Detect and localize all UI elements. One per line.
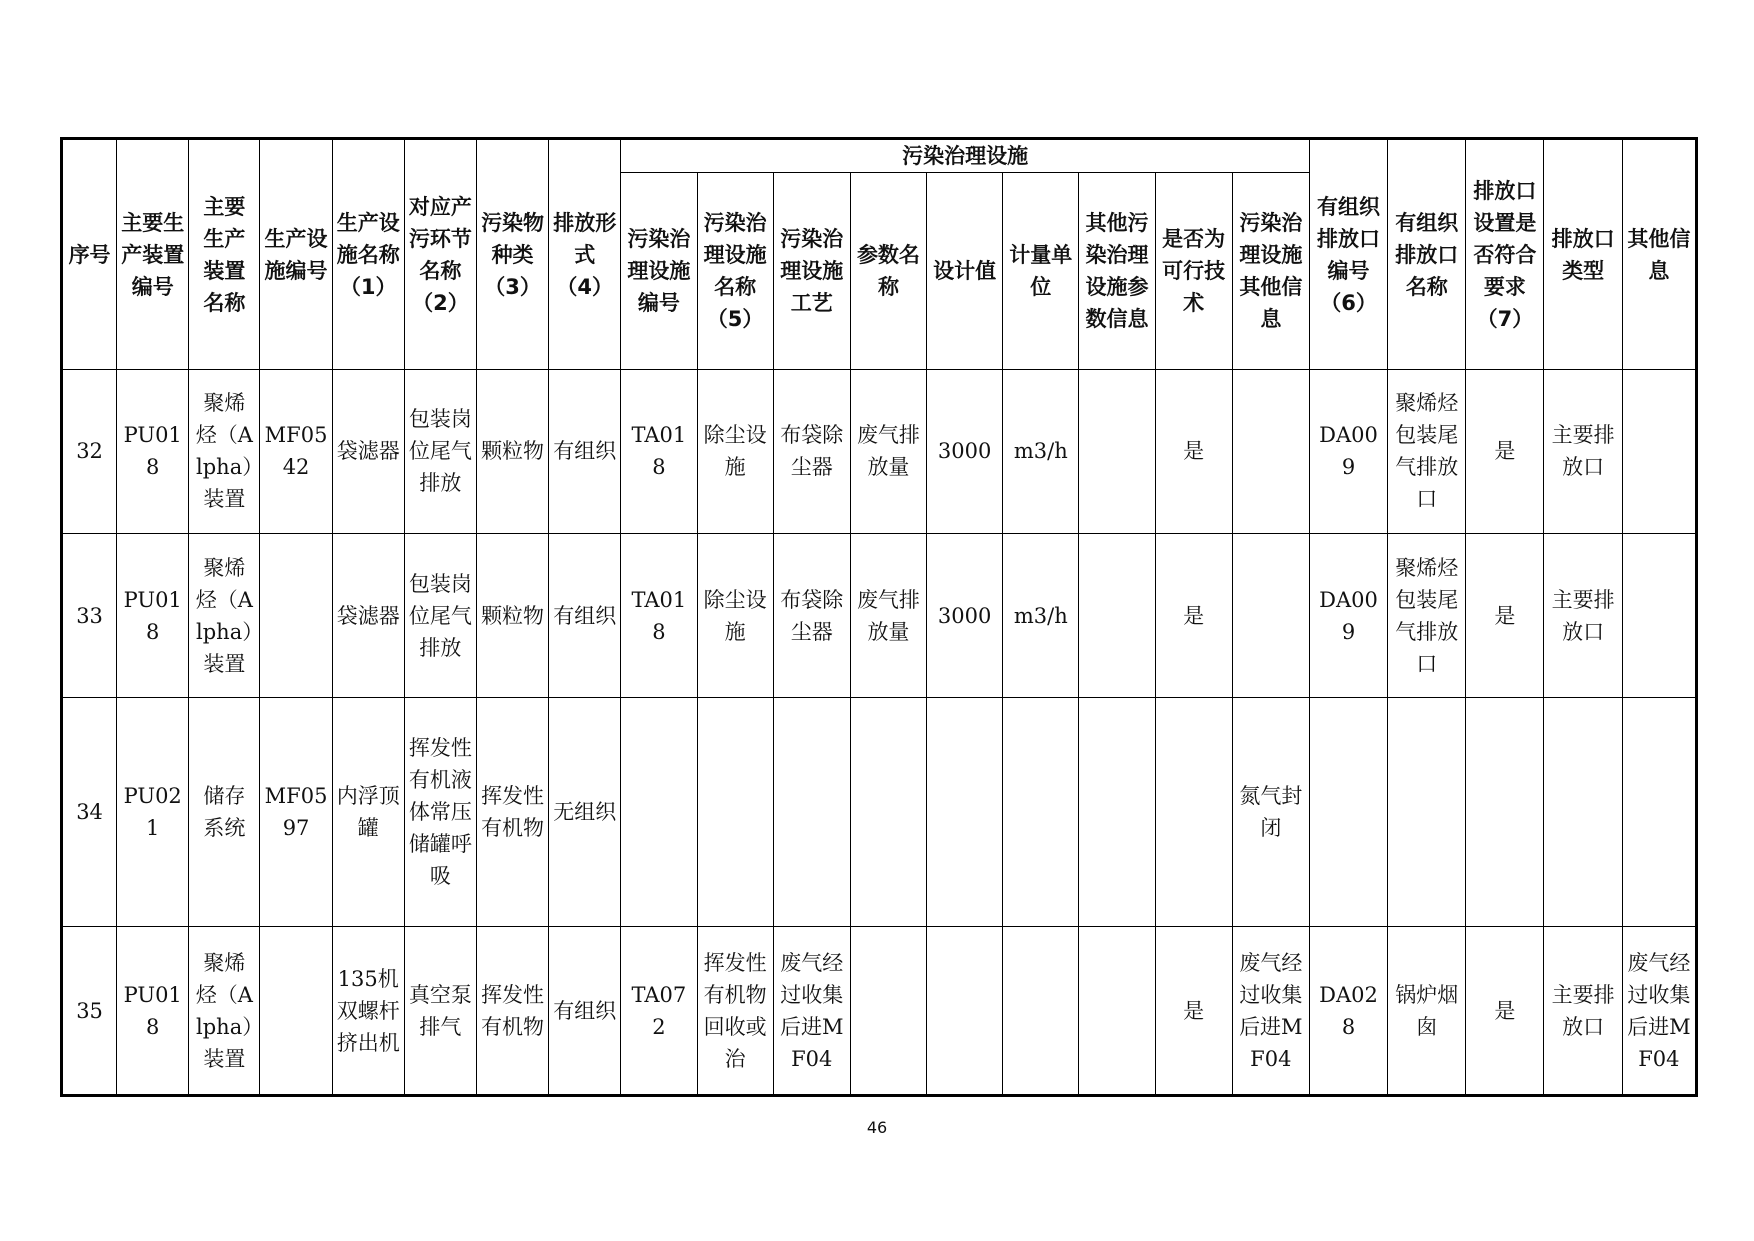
cell-emission-form: 有组织 <box>549 370 621 534</box>
cell-unit-name: 储存系统 <box>189 698 260 927</box>
cell-pollutant: 挥发性有机物 <box>476 927 548 1096</box>
cell-process: 包装岗位尾气排放 <box>404 533 476 698</box>
cell-ctrl-name: 挥发性有机物回收或治 <box>697 927 773 1096</box>
cell-facility-name: 袋滤器 <box>332 533 404 698</box>
cell-other-info <box>1622 533 1696 698</box>
cell-ctrl-process: 布袋除尘器 <box>773 533 850 698</box>
page-number: 46 <box>866 1118 888 1137</box>
cell-param-name <box>850 698 926 927</box>
cell-unit-code: PU018 <box>117 533 189 698</box>
header-ctrl-other: 污染治理设施其他信息 <box>1232 173 1309 370</box>
header-outlet-compliant: 排放口设置是否符合要求（7） <box>1466 139 1544 370</box>
cell-ctrl-code <box>621 698 697 927</box>
cell-pollutant: 挥发性有机物 <box>476 698 548 927</box>
cell-outlet-type <box>1544 698 1622 927</box>
cell-unit-code: PU018 <box>117 927 189 1096</box>
cell-process: 真空泵排气 <box>404 927 476 1096</box>
cell-facility-code: MF0542 <box>260 370 332 534</box>
header-facility-name: 生产设施名称（1） <box>332 139 404 370</box>
header-other-params: 其他污染治理设施参数信息 <box>1079 173 1155 370</box>
cell-ctrl-other <box>1232 370 1309 534</box>
header-process: 对应产污环节名称（2） <box>404 139 476 370</box>
cell-other-info <box>1622 698 1696 927</box>
cell-outlet-name: 聚烯烃包装尾气排放口 <box>1388 533 1466 698</box>
cell-feasible: 是 <box>1155 370 1232 534</box>
header-seq: 序号 <box>62 139 117 370</box>
header-other-info: 其他信息 <box>1622 139 1696 370</box>
header-outlet-code: 有组织排放口编号（6） <box>1309 139 1387 370</box>
header-ctrl-name: 污染治理设施名称（5） <box>697 173 773 370</box>
cell-param-name: 废气排放量 <box>850 533 926 698</box>
header-outlet-name: 有组织排放口名称 <box>1388 139 1466 370</box>
cell-ctrl-process: 废气经过收集后进MF04 <box>773 927 850 1096</box>
cell-other-info: 废气经过收集后进MF04 <box>1622 927 1696 1096</box>
cell-ctrl-name: 除尘设施 <box>697 370 773 534</box>
cell-other-info <box>1622 370 1696 534</box>
cell-seq: 34 <box>62 698 117 927</box>
table-row <box>62 370 1697 534</box>
cell-unit-code: PU021 <box>117 698 189 927</box>
cell-ctrl-code: TA018 <box>621 370 697 534</box>
cell-ctrl-process: 布袋除尘器 <box>773 370 850 534</box>
cell-ctrl-other: 氮气封闭 <box>1232 698 1309 927</box>
header-emission-form: 排放形式（4） <box>549 139 621 370</box>
cell-design-value: 3000 <box>927 533 1003 698</box>
cell-facility-name: 135机双螺杆挤出机 <box>332 927 404 1096</box>
cell-outlet-type: 主要排放口 <box>1544 533 1622 698</box>
header-unit-name: 主要生产装置名称 <box>189 139 260 370</box>
cell-emission-form: 有组织 <box>549 927 621 1096</box>
cell-facility-code <box>260 533 332 698</box>
header-ctrl-code: 污染治理设施编号 <box>621 173 697 370</box>
cell-outlet-compliant: 是 <box>1466 927 1544 1096</box>
cell-other-params <box>1079 533 1155 698</box>
cell-feasible: 是 <box>1155 927 1232 1096</box>
cell-design-value: 3000 <box>927 370 1003 534</box>
cell-feasible: 是 <box>1155 533 1232 698</box>
cell-seq: 33 <box>62 533 117 698</box>
cell-ctrl-name <box>697 698 773 927</box>
cell-outlet-name <box>1388 698 1466 927</box>
cell-process: 挥发性有机液体常压储罐呼吸 <box>404 698 476 927</box>
cell-ctrl-process <box>773 698 850 927</box>
cell-unit: m3/h <box>1003 533 1079 698</box>
cell-outlet-name: 聚烯烃包装尾气排放口 <box>1388 370 1466 534</box>
cell-ctrl-other <box>1232 533 1309 698</box>
header-feasible: 是否为可行技术 <box>1155 173 1232 370</box>
cell-param-name <box>850 927 926 1096</box>
cell-unit <box>1003 698 1079 927</box>
header-unit: 计量单位 <box>1003 173 1079 370</box>
cell-outlet-type: 主要排放口 <box>1544 370 1622 534</box>
cell-ctrl-code: TA018 <box>621 533 697 698</box>
header-pollutant: 污染物种类（3） <box>476 139 548 370</box>
cell-other-params <box>1079 698 1155 927</box>
cell-seq: 35 <box>62 927 117 1096</box>
table-row <box>62 927 1697 1096</box>
cell-outlet-code: DA028 <box>1309 927 1387 1096</box>
cell-outlet-code <box>1309 698 1387 927</box>
cell-design-value <box>927 927 1003 1096</box>
cell-unit <box>1003 927 1079 1096</box>
cell-emission-form: 无组织 <box>549 698 621 927</box>
cell-unit-name: 聚烯烃（Alpha）装置 <box>189 370 260 534</box>
cell-ctrl-name: 除尘设施 <box>697 533 773 698</box>
header-facility-code: 生产设施编号 <box>260 139 332 370</box>
cell-ctrl-code: TA072 <box>621 927 697 1096</box>
cell-outlet-compliant: 是 <box>1466 533 1544 698</box>
cell-outlet-compliant <box>1466 698 1544 927</box>
cell-facility-name: 内浮顶罐 <box>332 698 404 927</box>
cell-feasible <box>1155 698 1232 927</box>
cell-other-params <box>1079 927 1155 1096</box>
cell-ctrl-other: 废气经过收集后进MF04 <box>1232 927 1309 1096</box>
pollution-control-table <box>60 137 1698 1097</box>
cell-other-params <box>1079 370 1155 534</box>
cell-outlet-name: 锅炉烟囱 <box>1388 927 1466 1096</box>
header-param-name: 参数名称 <box>850 173 926 370</box>
header-design-value: 设计值 <box>927 173 1003 370</box>
cell-process: 包装岗位尾气排放 <box>404 370 476 534</box>
cell-unit-code: PU018 <box>117 370 189 534</box>
cell-outlet-compliant: 是 <box>1466 370 1544 534</box>
header-outlet-type: 排放口类型 <box>1544 139 1622 370</box>
cell-pollutant: 颗粒物 <box>476 370 548 534</box>
cell-emission-form: 有组织 <box>549 533 621 698</box>
cell-pollutant: 颗粒物 <box>476 533 548 698</box>
cell-outlet-code: DA009 <box>1309 533 1387 698</box>
cell-seq: 32 <box>62 370 117 534</box>
cell-unit-name: 聚烯烃（Alpha）装置 <box>189 533 260 698</box>
header-group-control-facility: 污染治理设施 <box>621 139 1310 173</box>
cell-facility-code: MF0597 <box>260 698 332 927</box>
header-unit-code: 主要生产装置编号 <box>117 139 189 370</box>
cell-facility-code <box>260 927 332 1096</box>
cell-outlet-code: DA009 <box>1309 370 1387 534</box>
cell-facility-name: 袋滤器 <box>332 370 404 534</box>
cell-unit-name: 聚烯烃（Alpha）装置 <box>189 927 260 1096</box>
cell-outlet-type: 主要排放口 <box>1544 927 1622 1096</box>
table-row <box>62 533 1697 698</box>
cell-unit: m3/h <box>1003 370 1079 534</box>
cell-param-name: 废气排放量 <box>850 370 926 534</box>
table-row <box>62 698 1697 927</box>
cell-design-value <box>927 698 1003 927</box>
header-ctrl-process: 污染治理设施工艺 <box>773 173 850 370</box>
